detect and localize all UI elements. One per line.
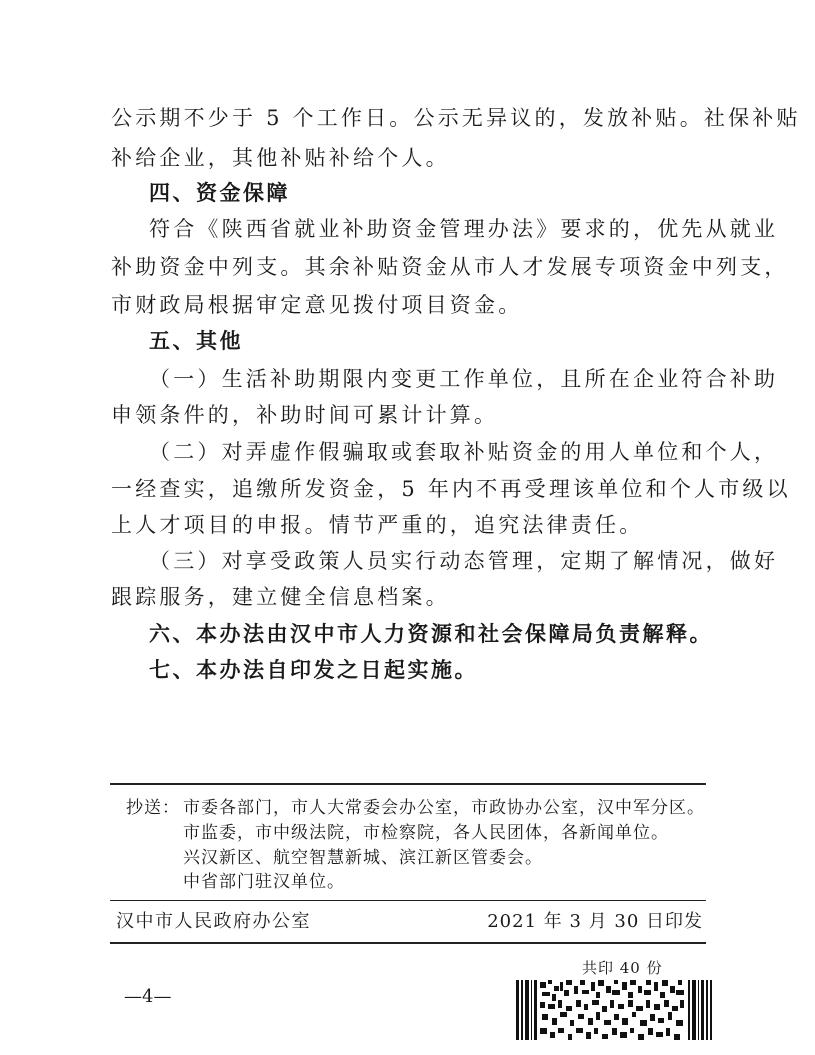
body-line: 补给企业，其他补贴补给个人。 <box>111 146 450 170</box>
cc-recipient-line: 兴汉新区、航空智慧新城、滨江新区管委会。 <box>183 848 543 868</box>
body-line: 跟踪服务，建立健全信息档案。 <box>111 585 450 609</box>
section-heading-interpretation: 六、本办法由汉中市人力资源和社会保障局负责解释。 <box>149 622 713 646</box>
body-line: （三）对享受政策人员实行动态管理，定期了解情况，做好 <box>149 549 779 573</box>
body-line: 公示期不少于 5 个工作日。公示无异议的，发放补贴。社保补贴 <box>111 106 801 130</box>
barcode-icon <box>516 980 712 1040</box>
body-line: 上人才项目的申报。情节严重的，追究法律责任。 <box>111 513 644 537</box>
issue-date: 2021 年 3 月 30 日印发 <box>487 911 703 932</box>
body-line: 符合《陕西省就业补助资金管理办法》要求的，优先从就业 <box>149 217 779 241</box>
section-heading-funding: 四、资金保障 <box>149 181 290 205</box>
divider-top <box>110 783 706 785</box>
copies-count: 共印 40 份 <box>582 959 663 977</box>
body-line: （一）生活补助期限内变更工作单位，且所在企业符合补助 <box>149 367 779 391</box>
body-line: （二）对弄虚作假骗取或套取补贴资金的用人单位和个人， <box>149 440 779 464</box>
section-heading-effective: 七、本办法自印发之日起实施。 <box>149 658 478 682</box>
page-number: —4— <box>124 986 172 1007</box>
cc-recipient-line: 市监委，市中级法院，市检察院，各人民团体，各新闻单位。 <box>183 823 669 843</box>
section-heading-other: 五、其他 <box>149 329 243 353</box>
cc-recipient-line: 市委各部门，市人大常委会办公室，市政协办公室，汉中军分区。 <box>183 798 705 818</box>
divider-middle <box>110 900 706 901</box>
body-line: 市财政局根据审定意见拨付项目资金。 <box>111 293 523 317</box>
divider-bottom <box>110 942 706 944</box>
cc-label: 抄送： <box>126 798 180 818</box>
issuing-office: 汉中市人民政府办公室 <box>116 911 311 932</box>
body-line: 申领条件的，补助时间可累计计算。 <box>111 403 499 427</box>
body-line: 一经查实，追缴所发资金，5 年内不再受理该单位和个人市级以 <box>111 477 791 501</box>
body-line: 补助资金中列支。其余补贴资金从市人才发展专项资金中列支， <box>111 255 789 279</box>
cc-recipient-line: 中省部门驻汉单位。 <box>183 872 345 892</box>
